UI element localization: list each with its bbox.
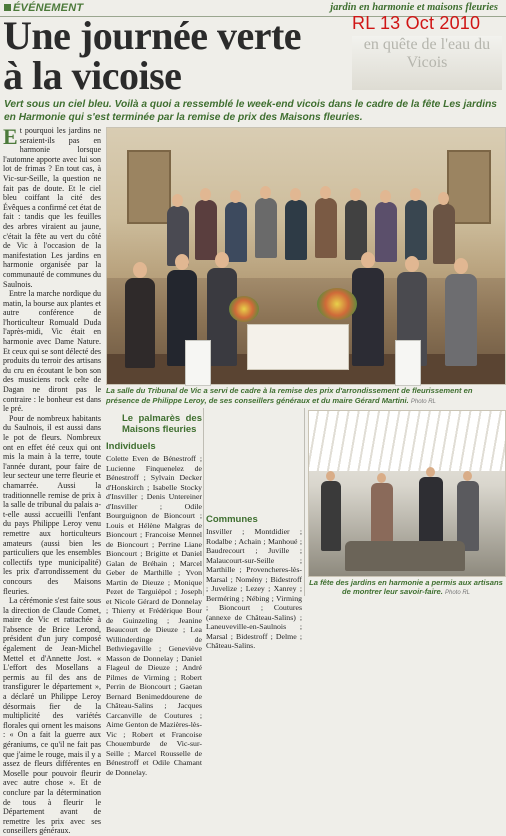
main-photo-credit: Photo RL	[410, 398, 436, 405]
column-rule	[304, 408, 305, 596]
person	[375, 202, 397, 262]
lede-paragraph: Vert sous un ciel bleu. Voilà a quoi a ressemblé le week-end vicois dans le cadre de la fête Les jardins en Harmonie qui s'est terminée par la remise de prix des Maisons fleuries.	[4, 99, 497, 123]
white-box	[185, 340, 211, 386]
main-photo	[106, 127, 506, 385]
person-head	[200, 188, 211, 201]
paragraph-4: La cérémonie s'est faite sous la direction de Claude Comet, maire de Vic et rattachée à l'absence de Brice Lerond, président d'un jury composé également de Jean-Michel Mettel et d'Annette Jost. « L'effort des Mosellans a permis au fil des ans de transfigurer le département », a déclaré un Philippe Leroy désormais fier de la multiplicité des variétés florales qui ornent les maisons : « On a fait la guerre aux géraniums, ce qu'il ne fait pas que j'aime le rouge, mais il y a assez de fleurs différentes en Moselle pour pouvoir fleurir avec autre chose ». Et de conclure par la détermination de tous à fleurir le Département avant de remettre les prix avec ses conseillers généraux.	[3, 596, 101, 836]
person	[195, 200, 217, 260]
white-box	[395, 340, 421, 386]
headline	[3, 13, 348, 98]
secondary-caption-text: La fête des jardins en harmonie a permis aux artisans de montrer leur savoir-faire.	[309, 578, 503, 596]
flower-bouquet	[317, 288, 357, 320]
person-head	[133, 262, 147, 278]
person-head	[320, 186, 331, 199]
person-head	[230, 190, 241, 203]
person-head	[326, 471, 335, 481]
marquee-tent	[309, 411, 505, 471]
person-head	[405, 256, 419, 272]
person-head	[215, 252, 229, 268]
stall-table	[345, 541, 465, 571]
person-head	[380, 190, 391, 203]
person-head	[410, 188, 421, 201]
secondary-photo	[308, 410, 506, 577]
individuels-heading: Individuels	[106, 441, 156, 452]
person	[255, 198, 277, 258]
secondary-photo-caption	[308, 578, 504, 598]
prize-table	[247, 324, 349, 370]
person-head	[377, 473, 386, 483]
kicker-text: ÉVÉNEMENT	[13, 2, 84, 14]
main-caption-text: La salle du Tribunal de Vic a servi de cadre à la remise des prix d'arrondissement de fleurissement en présence de Philippe Leroy, de ses conseillers généraux et du maire Gérard Martini.	[106, 386, 473, 405]
flower-bouquet	[229, 296, 259, 322]
person-front	[125, 278, 155, 368]
person-front	[352, 268, 384, 366]
communes-heading: Communes	[206, 514, 258, 525]
person-front	[445, 274, 477, 366]
column-rule	[203, 408, 204, 596]
headline-line-1: Une journée verte	[3, 13, 302, 58]
ghost-banner: en quête de l'eau du Vicois	[352, 36, 502, 90]
person	[225, 202, 247, 262]
drop-cap: E	[3, 124, 18, 149]
kicker-square-icon	[4, 4, 11, 11]
headline-line-2: à la vicoise	[3, 53, 182, 98]
rubric-label: jardin en harmonie et maisons fleuries	[330, 2, 498, 13]
person-head	[463, 471, 472, 481]
person	[285, 200, 307, 260]
article-column-1	[3, 124, 101, 836]
person-head	[175, 254, 189, 270]
person	[433, 204, 455, 264]
person-head	[260, 186, 271, 199]
wall-panel	[127, 150, 171, 224]
person-head	[361, 252, 375, 268]
person	[321, 481, 341, 551]
individuels-list: Colette Even de Bénestroff ; Lucienne Finquenelez de Bénestroff ; Sylvain Decker d'Honskirch ; Isabelle Stocky d'Insviller ; Denis Untereiner d'Insviller ; Odile Bourguignon de Bioncourt ; Louis et Hélène Malgras de Bioncourt ; Francoise Mennel de Bioncourt ; Perrine Liane Bioncourt ; Brigitte et Daniel Galan de Bréhain ; Marcel Geber de Marthille ; Yvon Martin de Dieuze ; Monique Pezet de Targuiépol ; Joseph et Nicole Gérard de Donnelay ; Thierry et Frédérique Bour de Guinzeling ; Jeanine Beaucourt de Dieuze ; Lea Willinderdinge de Bethviegaville ; Geneviève Masson de Donnelay ; Daniel Flageul de Dieuze ; André Pilmes de Virming ; Robert Perrin de Bioncourt ; Gaetan Bernard Benimeddourene de Château-Salins ; Jacques Carcanville de Coutures ; Aime Genton de Mazières-lès-Vic ; Robert et Francoise Chouemburde de Vic-sur-Seille ; Marcel Rousselle de Bénestroff et Odile Chamant de Donnelay.	[106, 454, 202, 777]
secondary-photo-credit: Photo RL	[444, 590, 471, 596]
archive-stamp: RL 13 Oct 2010	[352, 13, 481, 33]
palmares-column-2	[206, 410, 302, 650]
paragraph-1	[3, 126, 101, 289]
person	[419, 477, 443, 551]
person-head	[426, 467, 435, 477]
person-head	[290, 188, 301, 201]
person-head	[350, 188, 361, 201]
paragraph-3: Pour de nombreux habitants du Saulnois, il est aussi dans le pot de fleurs. Nombreux ont en effet été ceux qui ont mis la main à la terre, toute l'année durant, pour faire de leur secteur une terre fleurie et chamarrée. Aussi la traditionnelle remise de prix à la salle de tribunal du palais a-t-elle aussi accueilli l'enfant du pays Philippe Leroy venu remettre aux horticulteurs amateurs (aussi bien les particuliers que les ensembles collectifs type municipalité) les prix d'arrondissement du concours des Maisons fleuries.	[3, 413, 101, 596]
communes-list: Insviller ; Montdidier ; Rodalbe ; Achain ; Manhoué ; Baudrecourt ; Juville ; Malaucourt-sur-Seille ; Marthille ; Provencheres-lès-Marsal ; Nomény ; Bidestroff ; Juvelize ; Lezey ; Xanrey ; Berméring ; Nébing ; Virming ; Bioncourt ; Coutures (annexe de Château-Salins) ; Laneuveville-en-Saulnois ; Marsal ; Bidestroff ; Delme ; Château-Salins.	[206, 527, 302, 650]
person-head	[172, 194, 183, 207]
main-photo-caption	[106, 386, 504, 407]
person	[345, 200, 367, 260]
person-head	[438, 192, 449, 205]
person	[315, 198, 337, 258]
palmares-title: Le palmarès des Maisons fleuries	[122, 413, 202, 435]
palmares-column-1	[106, 410, 202, 777]
paragraph-2: Entre la marche nordique du matin, la bourse aux plantes et autre conférence de l'horticulteur Romuald Duda l'après-midi, Vic était en harmonie avec Dame Nature. Et ceux qui se sont délecté des produits du terroir des artisans du cru en écoutant le bon son des musiciens rock celte de Dagan ne diront pas le contraire : le bonheur est dans le pré.	[3, 289, 101, 414]
paragraph-1-text: t pourquoi les jardins ne seraient-ils pas en harmonie lorsque l'automne apporte avec lui son lot de frimas ? En tout cas, à Vic-sur-Seille, la question ne fait pas de doute. Et le ciel bleu coiffant la cité des Évêques a confirmé cet état de fait : tandis que les feuilles des arbres viraient au jaune, c'était la fête au vert du côté de Vic à l'occasion de la manifestation Les jardins en harmonie organisée par la communauté de communes du Saulnois.	[3, 126, 101, 289]
person	[405, 200, 427, 260]
person-head	[454, 258, 468, 274]
